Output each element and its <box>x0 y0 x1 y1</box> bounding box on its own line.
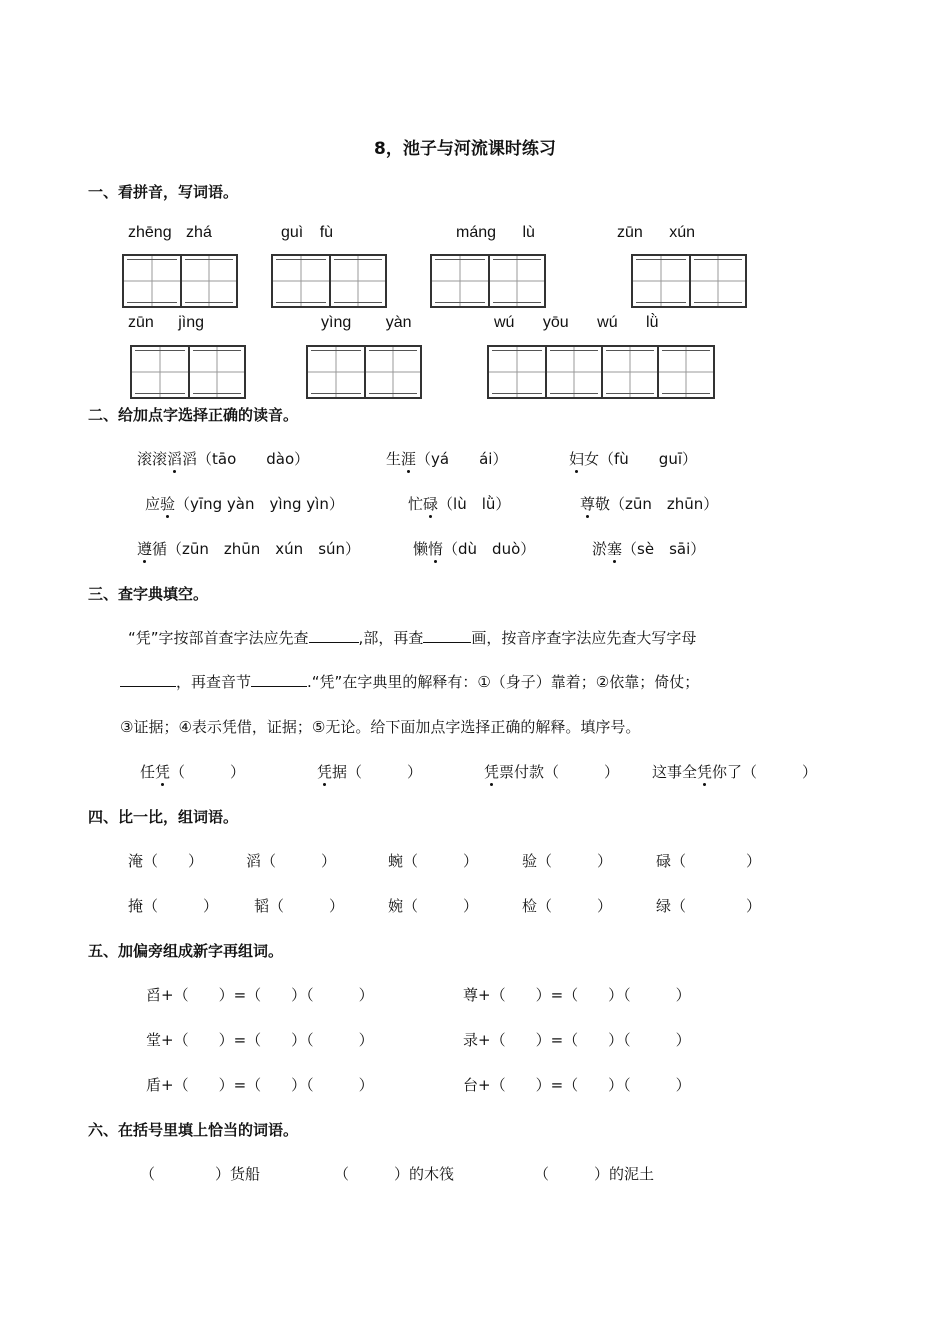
page-title: 8，池子与河流课时练习 <box>374 139 556 159</box>
radical-item: 台+（ ）=（ ）（ ） <box>463 1076 691 1094</box>
meaning-item: 这事全凭你了（ ） <box>652 763 818 781</box>
radical-item: 堂+（ ）=（ ）（ ） <box>146 1031 374 1049</box>
section-4-heading: 四、比一比，组词语。 <box>88 808 239 826</box>
meaning-item: 凭票付款（ ） <box>484 763 620 781</box>
reading-item: 尊敬（zūn zhūn） <box>580 495 719 513</box>
compare-item: 蜿（ ） <box>388 852 479 870</box>
section-1-heading: 一、看拼音，写词语。 <box>88 183 239 201</box>
section-2-heading: 二、给加点字选择正确的读音。 <box>88 406 299 424</box>
reading-item: 淤塞（sè sāi） <box>592 540 706 558</box>
dictionary-paragraph: ③证据；④表示凭借，证据；⑤无论。给下面加点字选择正确的解释。填序号。 <box>120 718 641 736</box>
radical-item: 舀+（ ）=（ ）（ ） <box>146 986 374 1004</box>
compare-item: 韬（ ） <box>254 897 345 915</box>
answer-blank[interactable] <box>251 672 307 687</box>
compare-item: 掩（ ） <box>128 897 219 915</box>
reading-item: 遵循（zūn zhūn xún sún） <box>137 540 361 558</box>
compare-item: 检（ ） <box>522 897 613 915</box>
pinyin-label: guì fù <box>281 224 334 241</box>
writing-grid[interactable] <box>130 345 246 399</box>
compare-item: 滔（ ） <box>246 852 337 870</box>
dictionary-paragraph: ，再查音节 .“凭”在字典里的解释有：①（身子）靠着；②依靠；倚仗； <box>120 671 699 692</box>
reading-item: 滚滚滔滔（tāo dào） <box>137 450 310 468</box>
meaning-item: 凭据（ ） <box>317 763 423 781</box>
pinyin-label: máng lù <box>456 224 535 241</box>
answer-blank[interactable] <box>423 628 471 643</box>
writing-grid[interactable] <box>271 254 387 308</box>
pinyin-label: wú yōu wú lǜ <box>494 314 659 331</box>
fill-item: （ ）货船 <box>140 1165 261 1183</box>
compare-item: 淹（ ） <box>128 852 204 870</box>
pinyin-label: zhēng zhá <box>128 224 212 241</box>
dictionary-paragraph: “凭”字按部首查字法应先查 ,部，再查 画，按音序查字法应先查大写字母 <box>128 629 697 647</box>
section-3-heading: 三、查字典填空。 <box>88 585 209 603</box>
writing-grid[interactable] <box>122 254 238 308</box>
answer-blank[interactable] <box>120 672 176 687</box>
pinyin-label: zūn jìng <box>128 314 205 331</box>
pinyin-label: zūn xún <box>617 224 696 241</box>
reading-item: 忙碌（lù lǜ） <box>408 495 511 513</box>
meaning-item: 任凭（ ） <box>140 763 246 781</box>
writing-grid[interactable] <box>430 254 546 308</box>
compare-item: 绿（ ） <box>656 897 762 915</box>
section-5-heading: 五、加偏旁组成新字再组词。 <box>88 942 284 960</box>
radical-item: 尊+（ ）=（ ）（ ） <box>463 986 691 1004</box>
reading-item: 应验（yīng yàn yìng yìn） <box>145 495 344 513</box>
reading-item: 妇女（fù guī） <box>569 450 697 468</box>
writing-grid[interactable] <box>631 254 747 308</box>
writing-grid[interactable] <box>487 345 715 399</box>
radical-item: 录+（ ）=（ ）（ ） <box>463 1031 691 1049</box>
compare-item: 验（ ） <box>522 852 613 870</box>
compare-item: 婉（ ） <box>388 897 479 915</box>
pinyin-label: yìng yàn <box>321 314 412 331</box>
reading-item: 懒惰（dù duò） <box>413 540 536 558</box>
reading-item: 生涯（yá ái） <box>386 450 508 468</box>
radical-item: 盾+（ ）=（ ）（ ） <box>146 1076 374 1094</box>
answer-blank[interactable] <box>309 628 359 643</box>
fill-item: （ ）的泥土 <box>534 1165 655 1183</box>
writing-grid[interactable] <box>306 345 422 399</box>
section-6-heading: 六、在括号里填上恰当的词语。 <box>88 1121 299 1139</box>
compare-item: 碌（ ） <box>656 852 762 870</box>
fill-item: （ ）的木筏 <box>334 1165 455 1183</box>
